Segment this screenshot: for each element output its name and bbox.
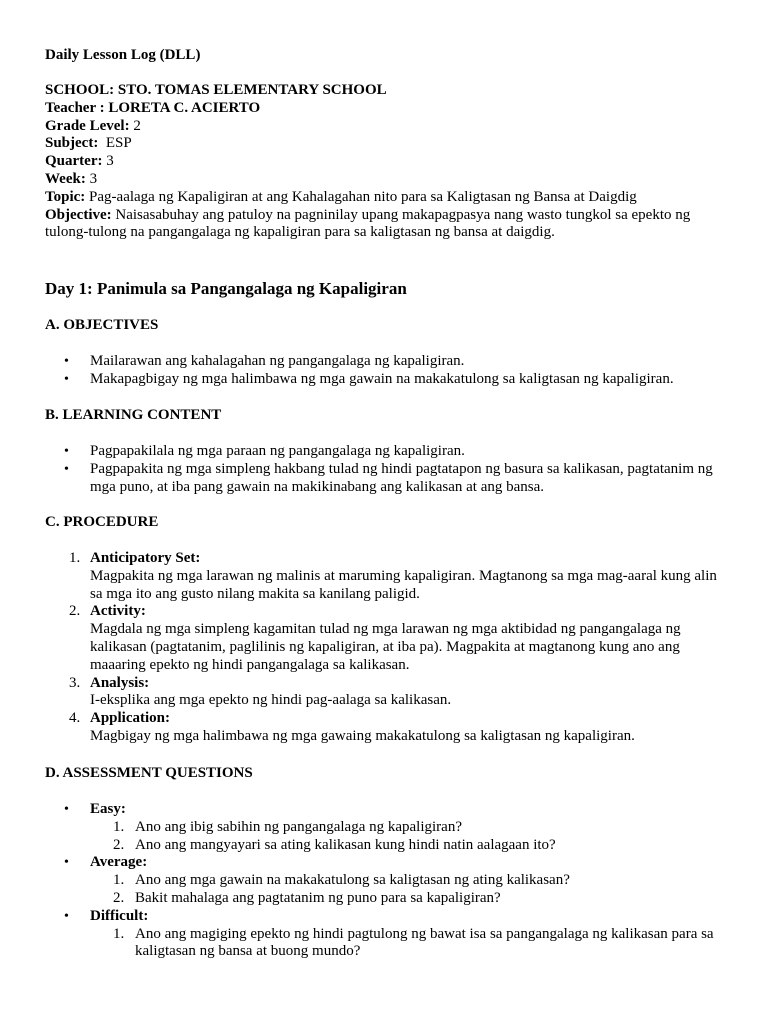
content-list xyxy=(45,443,728,496)
question-item: 1. Ano ang mga gawain na makakatulong sa kaligtasan ng ating kalikasan? xyxy=(113,872,570,889)
assessment-level xyxy=(45,801,728,854)
step-number: 4. xyxy=(69,710,81,727)
question-item: 2. Ano ang mangyayari sa ating kalikasan kung hindi natin aalagaan ito? xyxy=(113,836,556,853)
step-label: Activity: xyxy=(90,603,146,620)
step-label: Application: xyxy=(90,710,171,727)
procedure-step xyxy=(45,710,728,746)
objectives-heading: A. OBJECTIVES xyxy=(45,317,159,333)
step-label: Analysis: xyxy=(90,674,150,691)
procedure-step xyxy=(45,603,728,674)
assessment-list xyxy=(45,801,728,961)
grade-line: Grade Level: 2 xyxy=(45,117,141,134)
procedure-step xyxy=(45,675,728,711)
quarter-line: Quarter: 3 xyxy=(45,153,114,170)
objective-line: Objective: Naisasabuhay ang patuloy na pagninilay upang makapagpasya nang wasto tungkol sa epekto ng tulong-tulong na pangangalaga ng kapaligiran para sa kaligtasan ng bansa at daigdig. xyxy=(45,206,691,241)
topic-line: Topic: Pag-aalaga ng Kapaligiran at ang Kahalagahan nito para sa Kaligtasan ng Bansa at Daigdig xyxy=(45,188,637,205)
subject-line: Subject: ESP xyxy=(45,135,132,152)
assessment-heading: D. ASSESSMENT QUESTIONS xyxy=(45,765,253,781)
content-heading: B. LEARNING CONTENT xyxy=(45,407,222,423)
question-list xyxy=(90,926,728,962)
day-title: Day 1: Panimula sa Pangangalaga ng Kapaligiran xyxy=(45,279,407,298)
level-label: Easy: xyxy=(90,801,126,817)
school-line: SCHOOL: STO. TOMAS ELEMENTARY SCHOOL xyxy=(45,82,387,98)
list-item: • Pagpapakita ng mga simpleng hakbang tulad ng hindi pagtatapon ng basura sa kalikasan, pagtatanim ng mga puno, at iba pang gawain na makikinabang ang kalikasan at ang bansa. xyxy=(45,461,728,497)
question-list xyxy=(90,872,728,908)
question-item: 2. Bakit mahalaga ang pagtatanim ng puno para sa kapaligiran? xyxy=(113,889,501,906)
assessment-level xyxy=(45,908,728,961)
step-label: Anticipatory Set: xyxy=(90,550,201,566)
question-item: 1. Ano ang ibig sabihin ng pangangalaga ng kapaligiran? xyxy=(113,818,462,835)
level-label: Difficult: xyxy=(90,907,149,924)
step-number: 2. xyxy=(69,603,81,620)
assessment-level xyxy=(45,854,728,907)
info-block xyxy=(45,82,728,242)
question-list xyxy=(90,819,728,855)
step-number: 1. xyxy=(69,550,81,566)
step-text: Magdala ng mga simpleng kagamitan tulad ng mga larawan ng mga aktibidad ng pangangalaga ng kalikasan (pagtatanim, paglilinis ng kapaligiran, at iba pa). Magpakita at magtanong kung ano ang maaaring epekto ng hindi pangangalaga sa kalikasan. xyxy=(90,621,681,673)
objectives-list xyxy=(45,353,728,389)
procedure-step xyxy=(45,550,728,603)
week-line: Week: 3 xyxy=(45,170,98,187)
document-title: Daily Lesson Log (DLL) xyxy=(45,47,201,63)
procedure-list xyxy=(45,550,728,746)
teacher-line: Teacher : LORETA C. ACIERTO xyxy=(45,99,261,116)
step-text: I-eksplika ang mga epekto ng hindi pag-aalaga sa kalikasan. xyxy=(90,692,452,709)
step-text: Magbigay ng mga halimbawa ng mga gawaing makakatulong sa kaligtasan ng kapaligiran. xyxy=(90,727,635,744)
level-label: Average: xyxy=(90,854,148,871)
list-item: • Pagpapakilala ng mga paraan ng pangangalaga ng kapaligiran. xyxy=(45,443,728,461)
list-item: • Makapagbigay ng mga halimbawa ng mga gawain na makakatulong sa kaligtasan ng kapaligiran. xyxy=(45,371,728,389)
step-text: Magpakita ng mga larawan ng malinis at maruming kapaligiran. Magtanong sa mga mag-aaral kung alin sa mga ito ang gusto nilang makita sa kanilang paligid. xyxy=(90,567,717,602)
procedure-heading: C. PROCEDURE xyxy=(45,514,159,530)
question-item: 1. Ano ang magiging epekto ng hindi pagtulong ng bawat isa sa pangangalaga ng kalikasan para sa kaligtasan ng bansa at buong mundo? xyxy=(113,925,714,960)
list-item: • Mailarawan ang kahalagahan ng pangangalaga ng kapaligiran. xyxy=(45,353,728,371)
step-number: 3. xyxy=(69,674,81,691)
